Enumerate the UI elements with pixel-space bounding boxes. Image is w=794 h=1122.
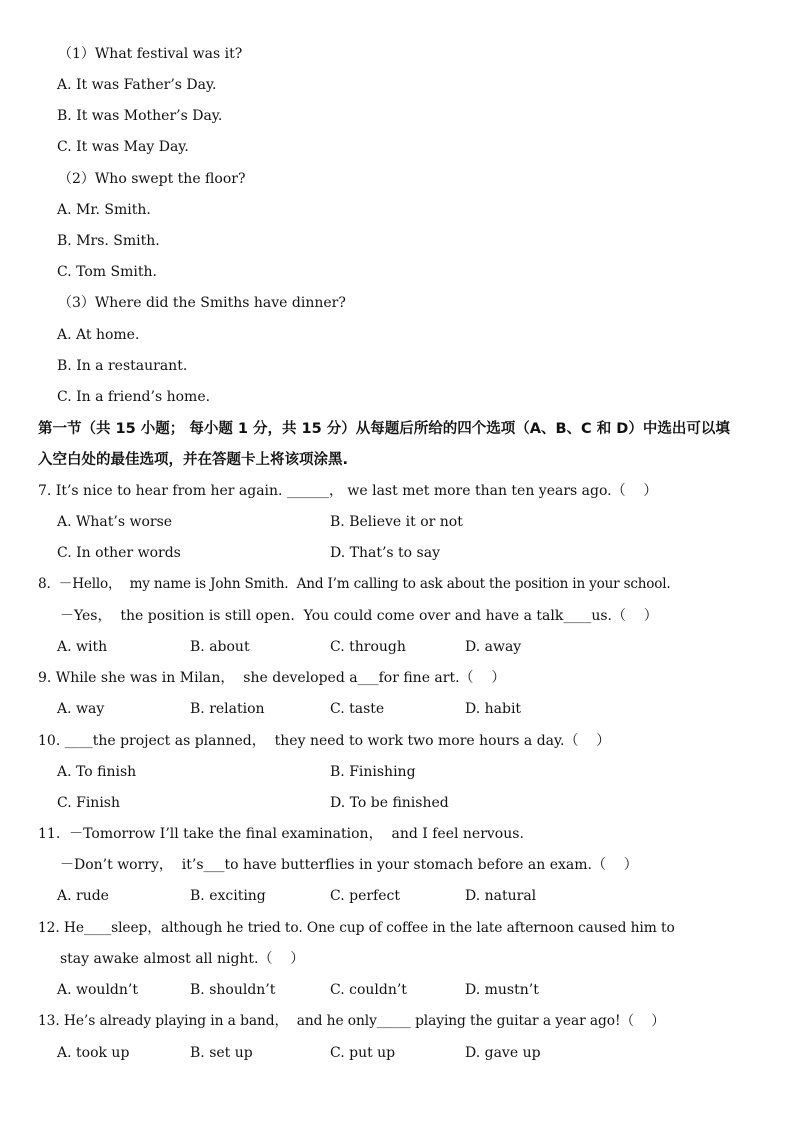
- question-12-line1: 12. He____sleep，although he tried to. One cup of coffee in the late afternoon caused him to: [38, 920, 675, 936]
- option-d: D. away: [465, 639, 522, 655]
- question-8-line1: 8. －Hello， my name is John Smith. And I’m calling to ask about the position in your school.: [38, 576, 671, 592]
- option-c: C. couldn’t: [330, 982, 407, 998]
- section-instruction-line2: 入空白处的最佳选项，并在答题卡上将该项涂黑.: [38, 452, 349, 468]
- option-c: C. taste: [330, 701, 385, 717]
- question-stem: （1）What festival was it?: [58, 46, 243, 62]
- option-c: C. Finish: [57, 795, 120, 811]
- option-d: D. To be finished: [330, 795, 449, 811]
- option-a: A. rude: [57, 888, 109, 904]
- option-a: A. wouldn’t: [57, 982, 138, 998]
- option-b: B. shouldn’t: [190, 982, 276, 998]
- option-c: C. In other words: [57, 545, 181, 561]
- option-c: C. In a friend’s home.: [57, 389, 211, 405]
- option-c: C. through: [330, 639, 406, 655]
- option-a: A. took up: [57, 1045, 130, 1061]
- option-d: D. That’s to say: [330, 545, 440, 561]
- option-b: B. about: [190, 639, 250, 655]
- option-a: A. Mr. Smith.: [57, 202, 151, 218]
- option-d: D. mustn’t: [465, 982, 539, 998]
- option-a: A. To finish: [57, 764, 137, 780]
- section-instruction-line1: 第一节（共 15 小题； 每小题 1 分，共 15 分）从每题后所给的四个选项（A、B、C 和 D）中选出可以填: [38, 421, 730, 437]
- question-11-line2: －Don’t worry， it’s___to have butterflies in your stomach before an exam.（ ）: [60, 857, 638, 873]
- option-a: A. way: [57, 701, 105, 717]
- option-b: B. Believe it or not: [330, 514, 463, 530]
- question-11-line1: 11. －Tomorrow I’ll take the final examination， and I feel nervous.: [38, 826, 524, 842]
- option-b: B. Finishing: [330, 764, 416, 780]
- option-a: A. with: [57, 639, 108, 655]
- option-d: D. gave up: [465, 1045, 541, 1061]
- option-d: D. natural: [465, 888, 537, 904]
- option-c: C. put up: [330, 1045, 396, 1061]
- question-7-stem: 7. It’s nice to hear from her again. ______， we last met more than ten years ago.（ ）: [38, 483, 658, 499]
- question-12-line2: stay awake almost all night.（ ）: [60, 951, 305, 967]
- question-stem: （3）Where did the Smiths have dinner?: [58, 295, 346, 311]
- question-9-stem: 9. While she was in Milan， she developed a___for fine art.（ ）: [38, 670, 506, 686]
- option-c: C. Tom Smith.: [57, 264, 157, 280]
- option-c: C. It was May Day.: [57, 139, 189, 155]
- question-10-stem: 10. ____the project as planned， they need to work two more hours a day.（ ）: [38, 733, 611, 749]
- option-c: C. perfect: [330, 888, 400, 904]
- question-stem: （2）Who swept the floor?: [58, 171, 246, 187]
- option-a: A. It was Father’s Day.: [57, 77, 217, 93]
- option-b: B. In a restaurant.: [57, 358, 188, 374]
- option-a: A. What’s worse: [57, 514, 173, 530]
- option-b: B. It was Mother’s Day.: [57, 108, 223, 124]
- option-b: B. Mrs. Smith.: [57, 233, 160, 249]
- option-b: B. relation: [190, 701, 265, 717]
- question-8-line2: －Yes， the position is still open. You could come over and have a talk____us.（ ）: [60, 608, 658, 624]
- question-13-stem: 13. He’s already playing in a band， and he only_____ playing the guitar a year ago!（ ）: [38, 1013, 665, 1029]
- option-a: A. At home.: [57, 327, 140, 343]
- option-b: B. exciting: [190, 888, 266, 904]
- option-b: B. set up: [190, 1045, 253, 1061]
- option-d: D. habit: [465, 701, 522, 717]
